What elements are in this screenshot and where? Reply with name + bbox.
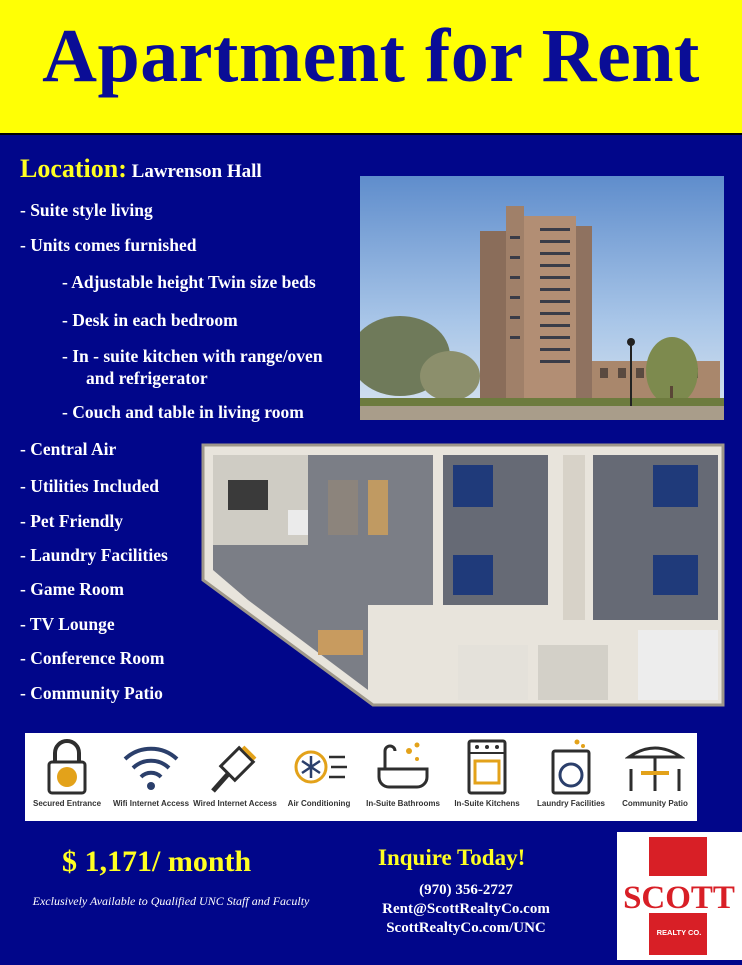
feature-item: - Laundry Facilities (20, 545, 168, 565)
website-link[interactable]: ScottRealtyCo.com/UNC (386, 920, 546, 936)
feature-item: - Couch and table in living room (62, 402, 304, 422)
feature-item: - Utilities Included (20, 476, 160, 496)
contact-block (350, 881, 582, 938)
wifi-icon (121, 737, 181, 795)
amenity-label: Secured Entrance (32, 799, 102, 808)
amenity-label: Wifi Internet Access (112, 799, 190, 808)
feature-item: - Desk in each bedroom (62, 310, 238, 330)
header-banner (0, 0, 742, 135)
amenity-label: Wired Internet Access (193, 799, 277, 808)
amenity-label: Air Conditioning (287, 799, 351, 808)
amenity-label: Community Patio (622, 799, 688, 808)
inquire-heading: Inquire Today! (378, 845, 526, 870)
amenity-secured-entrance (25, 737, 109, 808)
amenity-air-conditioning (277, 737, 361, 808)
location-line (20, 154, 262, 184)
feature-item: - Conference Room (20, 648, 165, 668)
ethernet-cable-icon (205, 737, 265, 795)
feature-item: - Pet Friendly (20, 511, 124, 531)
patio-umbrella-icon (625, 737, 685, 795)
amenity-label: In-Suite Kitchens (454, 799, 520, 808)
scott-realty-logo (617, 832, 742, 960)
feature-item: - Adjustable height Twin size beds (62, 272, 316, 292)
phone-number[interactable]: (970) 356-2727 (419, 882, 513, 898)
amenity-community-patio (613, 737, 697, 808)
feature-item: - Central Air (20, 439, 117, 459)
bathtub-icon (373, 737, 433, 795)
logo-wordmark: SCOTT (623, 880, 735, 916)
padlock-icon (37, 737, 97, 795)
feature-item: - Suite style living (20, 200, 153, 220)
amenity-in-suite-bathrooms (361, 737, 445, 808)
building-photo (360, 176, 724, 420)
feature-item: - Community Patio (20, 683, 163, 703)
feature-item: - In - suite kitchen with range/oven (62, 346, 323, 366)
washing-machine-icon (541, 737, 601, 795)
feature-item: and refrigerator (86, 368, 208, 388)
amenity-in-suite-kitchens (445, 737, 529, 808)
location-label: Location: (20, 154, 127, 183)
amenity-label: Laundry Facilities (536, 799, 606, 808)
amenity-wired-internet (193, 737, 277, 808)
logo-tagline: REALTY CO. (656, 928, 702, 937)
amenities-strip (25, 733, 697, 821)
amenity-wifi (109, 737, 193, 808)
floor-plan-image (198, 440, 728, 710)
feature-item: - Units comes furnished (20, 235, 197, 255)
location-value: Lawrenson Hall (131, 161, 262, 182)
monthly-price: $ 1,171/ month (62, 845, 252, 878)
feature-item: - TV Lounge (20, 614, 115, 634)
email-link[interactable]: Rent@ScottRealtyCo.com (382, 901, 550, 917)
eligibility-note: Exclusively Available to Qualified UNC Staff and Faculty (32, 894, 310, 908)
amenity-label: In-Suite Bathrooms (366, 799, 440, 808)
amenity-laundry-facilities (529, 737, 613, 808)
snowflake-icon (289, 737, 349, 795)
feature-item: - Game Room (20, 579, 125, 599)
stove-icon (457, 737, 517, 795)
page-title: Apartment for Rent (42, 14, 700, 98)
